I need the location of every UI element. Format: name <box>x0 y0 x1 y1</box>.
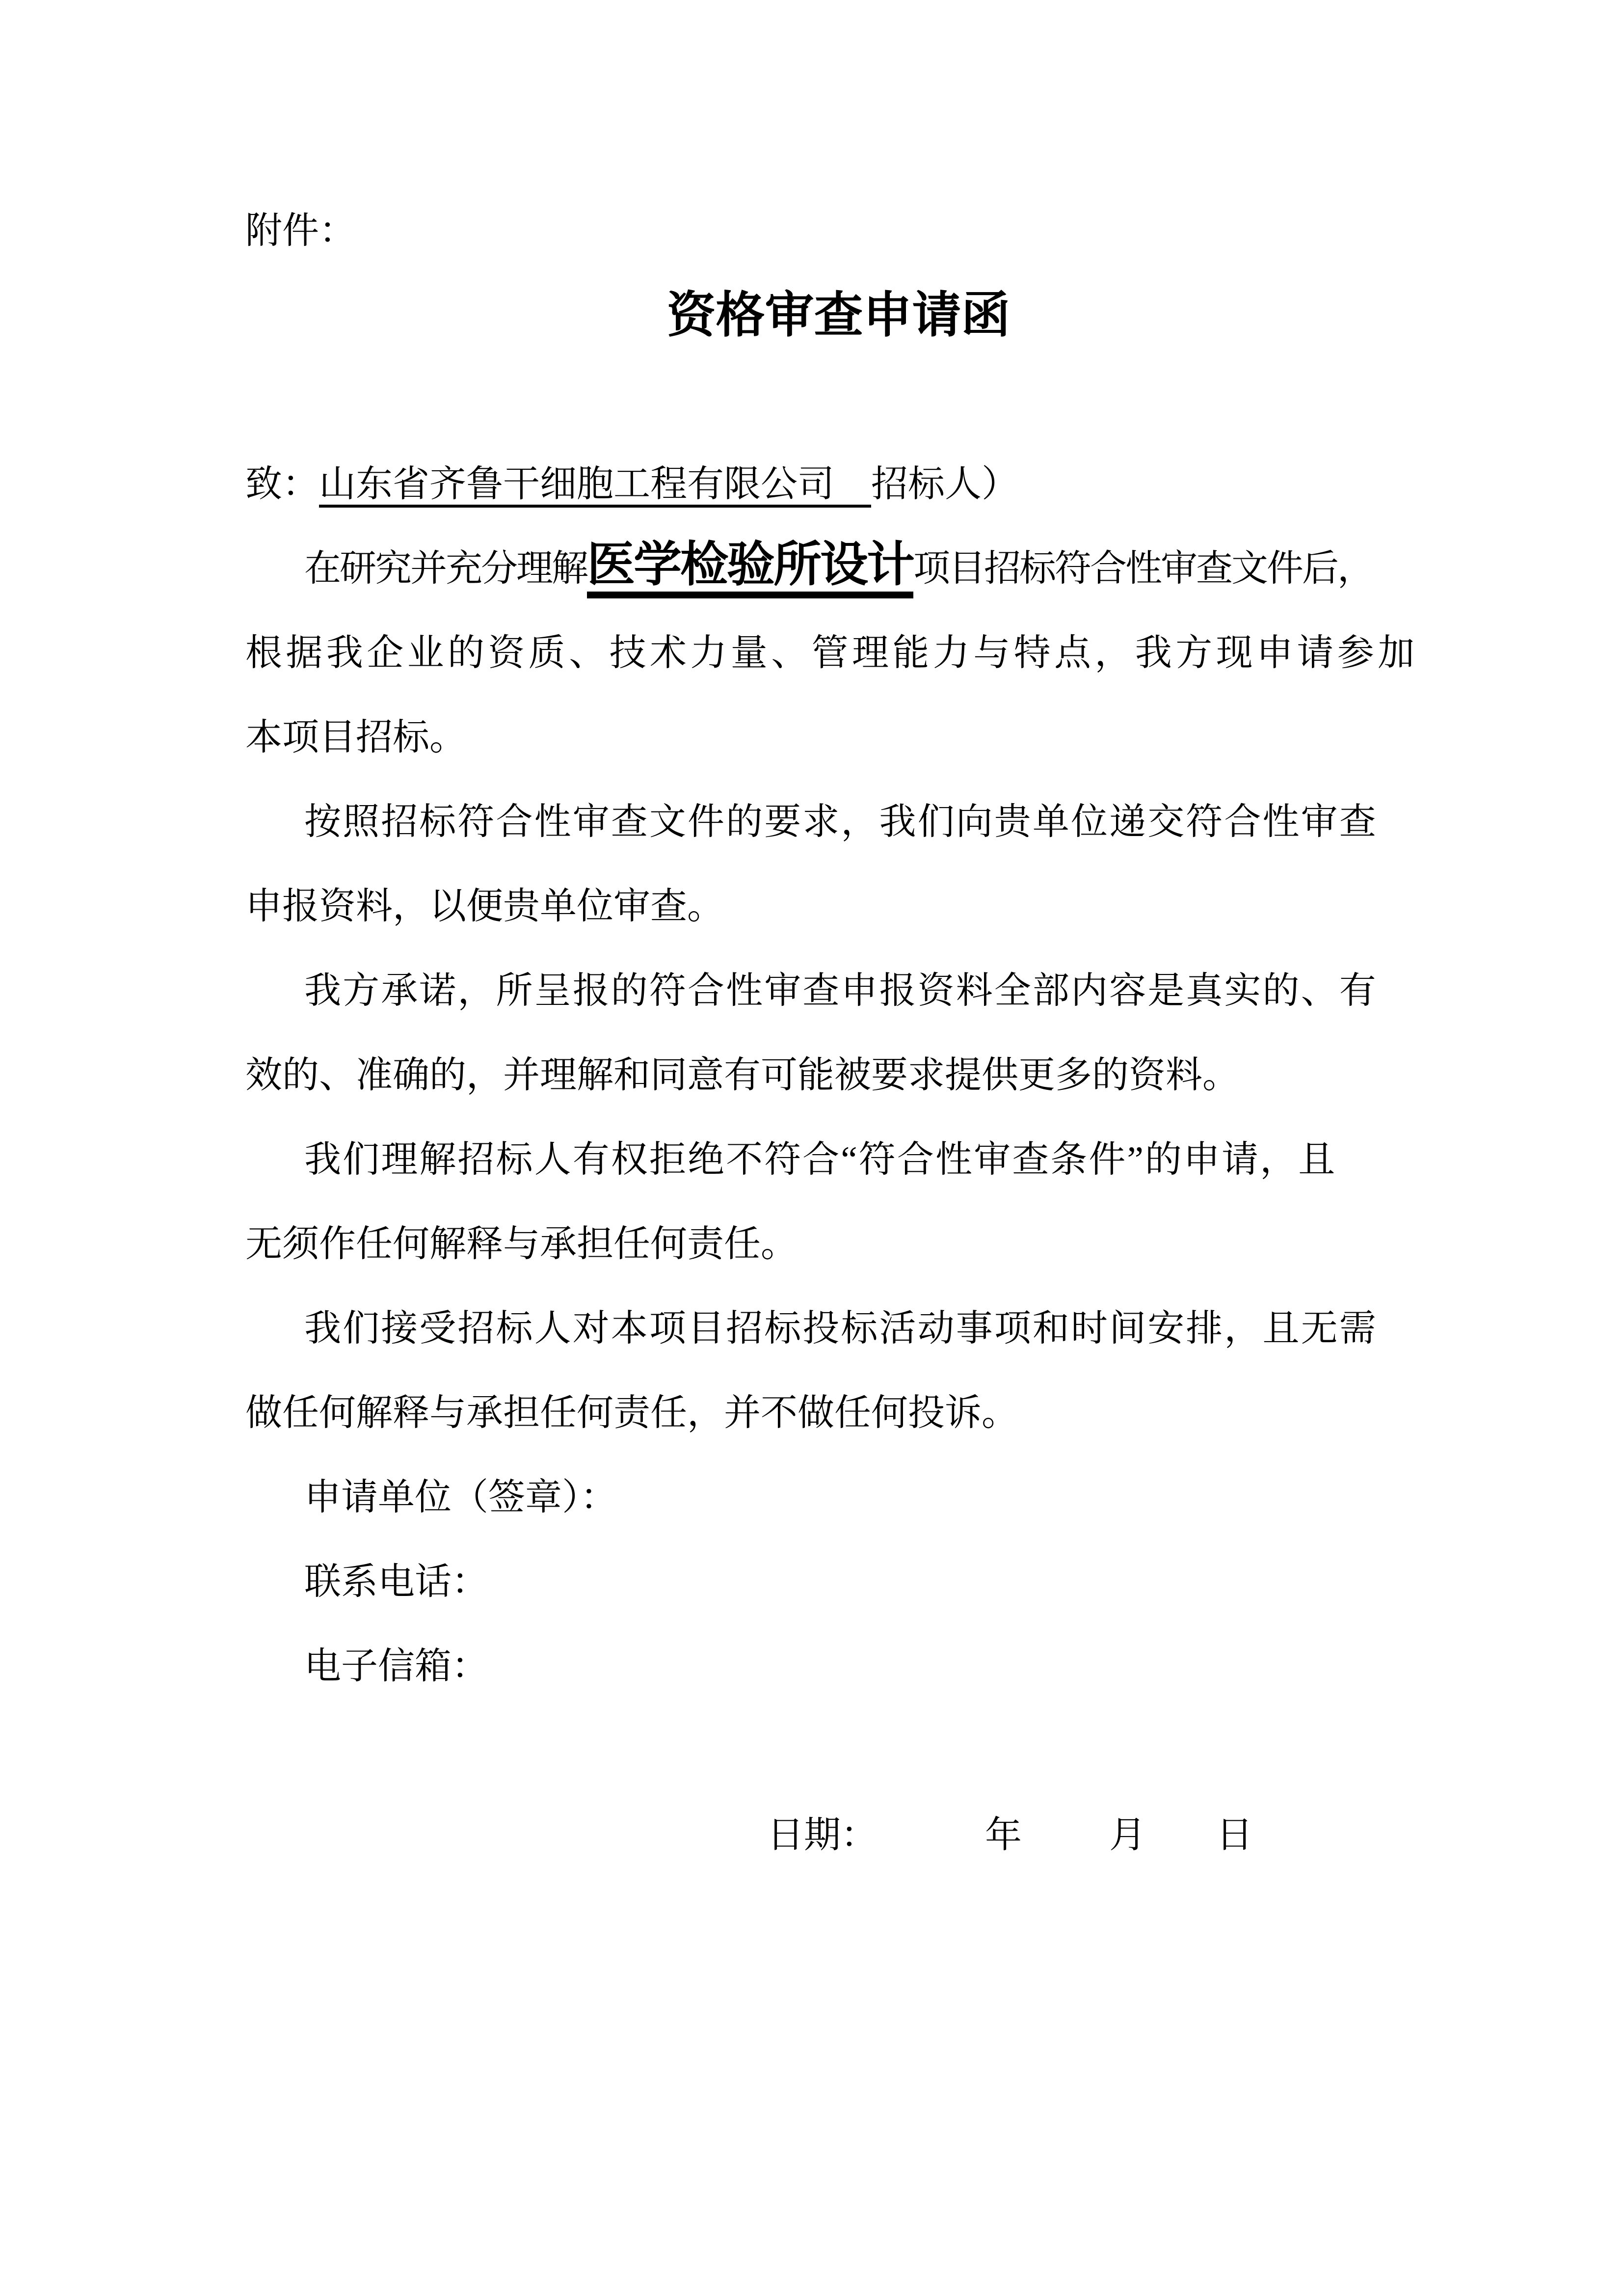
paragraph-accept-line2 <box>245 1371 1378 1456</box>
blank-line <box>245 358 1378 442</box>
phone-label-text: 联系电话： <box>304 1562 489 1602</box>
p4-line2-text: 无须作任何解释与承担任何责任。 <box>245 1224 798 1265</box>
applicant-label-text: 申请单位（签章）： <box>304 1477 617 1518</box>
paragraph-submit-line2 <box>245 864 1378 949</box>
date-line <box>245 1793 1378 1878</box>
p5-line1-text: 我们接受招标人对本项目招标投标活动事项和时间安排，且无需 <box>304 1308 1378 1349</box>
p1-project-name-underlined: 医学检验所设计 <box>587 539 913 598</box>
paragraph-promise-line1 <box>245 949 1378 1033</box>
attachment-label <box>245 189 1378 273</box>
p1-line2-text: 根据我企业的资质、技术力量、管理能力与特点，我方现申请参加 <box>245 633 1418 674</box>
recipient-company-underlined: 山东省齐鲁干细胞工程有限公司 <box>319 464 871 508</box>
attachment-label-text: 附件： <box>245 211 356 251</box>
blank-line <box>245 1709 1378 1793</box>
document-content <box>245 189 1418 1878</box>
date-label-text: 日期： <box>767 1815 878 1856</box>
email-label-text: 电子信箱： <box>304 1646 489 1687</box>
p2-line2-text: 申报资料，以便贵单位审查。 <box>245 886 724 927</box>
applicant-signature-label <box>245 1456 1378 1540</box>
p1-pre-text: 在研究并充分理解 <box>304 548 587 589</box>
p1-line3-text: 本项目招标。 <box>245 717 467 758</box>
page-title-text: 资格审查申请函 <box>666 288 1011 343</box>
paragraph-reject-line1 <box>245 1118 1378 1202</box>
paragraph-promise-line2 <box>245 1033 1378 1118</box>
email-label <box>245 1624 1378 1709</box>
paragraph-submit-line1 <box>245 780 1378 864</box>
p4-line1-text: 我们理解招标人有权拒绝不符合“符合性审查条件”的申请，且 <box>304 1139 1337 1180</box>
recipient-prefix: 致： <box>245 464 319 505</box>
date-month-label: 月 <box>1109 1815 1146 1856</box>
paragraph-accept-line1 <box>245 1287 1378 1371</box>
contact-phone-label <box>245 1540 1378 1624</box>
date-day-label: 日 <box>1216 1815 1253 1856</box>
p3-line1-text: 我方承诺，所呈报的符合性审查申报资料全部内容是真实的、有 <box>304 971 1378 1011</box>
paragraph-reject-line2 <box>245 1202 1378 1287</box>
recipient-suffix: 招标人） <box>871 464 1019 505</box>
recipient-line <box>245 442 1378 527</box>
p1-post-text: 项目招标符合性审查文件后， <box>913 548 1373 589</box>
date-year-label: 年 <box>985 1815 1022 1856</box>
p2-line1-text: 按照招标符合性审查文件的要求，我们向贵单位递交符合性审查 <box>304 802 1378 842</box>
paragraph-understand-line1 <box>245 527 1378 611</box>
p3-line2-text: 效的、准确的，并理解和同意有可能被要求提供更多的资料。 <box>245 1055 1240 1096</box>
paragraph-understand-line2 <box>245 611 1418 696</box>
p5-line2-text: 做任何解释与承担任何责任，并不做任何投诉。 <box>245 1393 1019 1433</box>
paragraph-understand-line3 <box>245 696 1378 780</box>
page-title <box>272 273 1405 358</box>
